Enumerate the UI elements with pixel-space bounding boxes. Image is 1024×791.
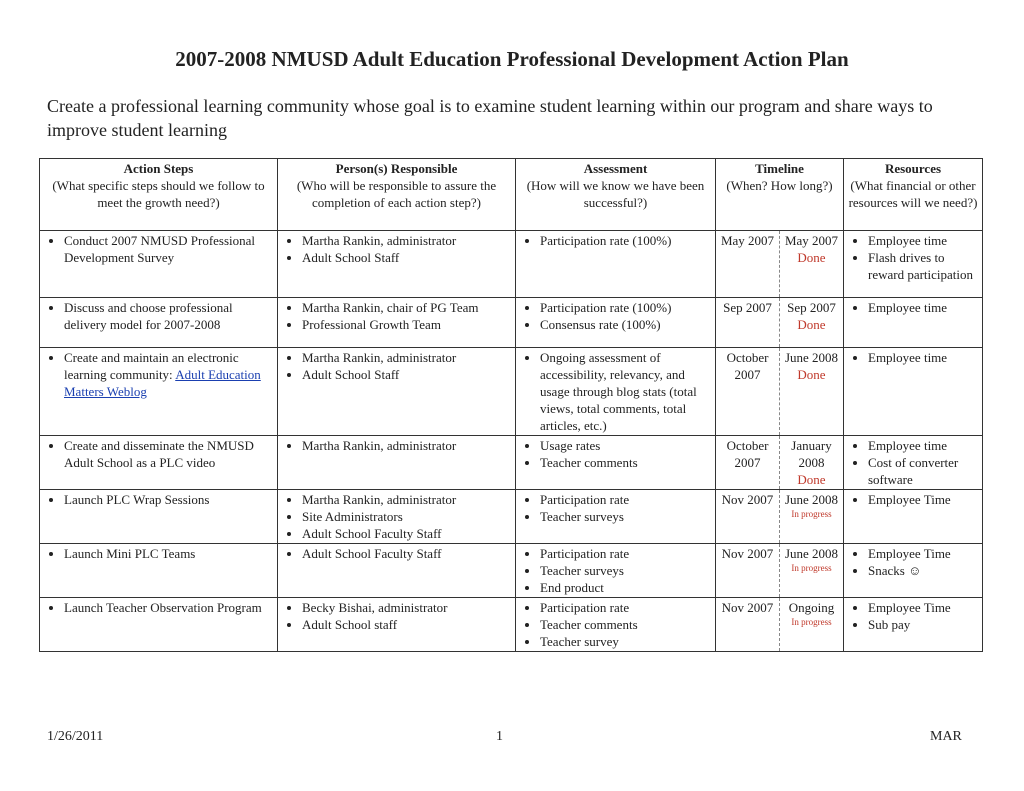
status-label: Done bbox=[797, 367, 826, 382]
action-step-cell bbox=[40, 490, 278, 544]
timeline-start: Nov 2007 bbox=[716, 490, 780, 544]
resource-item: • Employee time bbox=[868, 299, 978, 316]
table-row bbox=[40, 231, 983, 298]
resources-cell bbox=[844, 231, 983, 298]
resource-item: • Employee Time bbox=[868, 545, 978, 562]
action-step: Create and maintain an electronic learning community: bbox=[64, 350, 239, 382]
assessment-list bbox=[520, 232, 711, 249]
resource-item: • Employee time bbox=[868, 232, 978, 249]
person-list bbox=[282, 599, 511, 633]
resource-list bbox=[848, 232, 978, 283]
timeline-end: June 2008 bbox=[784, 492, 839, 507]
action-step: Discuss and choose professional delivery model for 2007-2008 bbox=[64, 300, 233, 332]
assessment-item: • End product bbox=[540, 579, 711, 596]
action-step: Launch Teacher Observation Program bbox=[64, 600, 262, 615]
timeline-end: Sep 2007 bbox=[787, 300, 836, 315]
column-header-label: Action Steps bbox=[123, 161, 194, 176]
timeline-end: June 2008 bbox=[784, 546, 839, 561]
person-item: • Professional Growth Team bbox=[302, 316, 511, 333]
action-step: Launch Mini PLC Teams bbox=[64, 546, 196, 561]
timeline-start: Nov 2007 bbox=[716, 598, 780, 652]
assessment-cell bbox=[516, 298, 716, 348]
assessment-list bbox=[520, 437, 711, 471]
timeline-end-cell bbox=[780, 490, 844, 544]
person-item: • Adult School Staff bbox=[302, 366, 511, 383]
column-header bbox=[516, 159, 716, 231]
column-header bbox=[278, 159, 516, 231]
timeline-end: Ongoing bbox=[788, 600, 835, 615]
resource-item: • Snacks ☺ bbox=[868, 562, 978, 579]
timeline-start: Nov 2007 bbox=[716, 544, 780, 598]
resources-cell bbox=[844, 598, 983, 652]
assessment-item: • Participation rate bbox=[540, 599, 711, 616]
column-header bbox=[716, 159, 844, 231]
assessment-cell bbox=[516, 436, 716, 490]
column-header-description: (What financial or other resources will we need?) bbox=[848, 178, 978, 210]
person-item: • Martha Rankin, administrator bbox=[302, 232, 511, 249]
assessment-item: • Teacher surveys bbox=[540, 508, 711, 525]
person-list bbox=[282, 299, 511, 333]
table-row bbox=[40, 598, 983, 652]
assessment-cell bbox=[516, 598, 716, 652]
column-header-label: Assessment bbox=[583, 161, 648, 176]
person-item: • Adult School Staff bbox=[302, 249, 511, 266]
resource-list bbox=[848, 437, 978, 488]
assessment-cell bbox=[516, 490, 716, 544]
resource-item: • Employee Time bbox=[868, 599, 978, 616]
status-label: Done bbox=[797, 317, 826, 332]
assessment-list bbox=[520, 491, 711, 525]
resource-list bbox=[848, 545, 978, 579]
person-item: • Adult School staff bbox=[302, 616, 511, 633]
status-label: In progress bbox=[791, 563, 832, 573]
timeline-end: June 2008 bbox=[784, 350, 839, 365]
column-header-description: (How will we know we have been successful?) bbox=[526, 178, 705, 210]
resource-list bbox=[848, 599, 978, 633]
person-list bbox=[282, 232, 511, 266]
action-step-cell bbox=[40, 598, 278, 652]
assessment-item: • Teacher comments bbox=[540, 616, 711, 633]
resource-item: • Sub pay bbox=[868, 616, 978, 633]
resources-cell bbox=[844, 436, 983, 490]
table-row bbox=[40, 436, 983, 490]
column-header-label: Resources bbox=[884, 161, 942, 176]
assessment-item: • Participation rate (100%) bbox=[540, 232, 711, 249]
page-title: 2007-2008 NMUSD Adult Education Professional Development Action Plan bbox=[175, 47, 849, 71]
resource-item: • Cost of converter software bbox=[868, 454, 978, 488]
timeline-start: Sep 2007 bbox=[716, 298, 780, 348]
column-header-label: Person(s) Responsible bbox=[335, 161, 458, 176]
persons-cell bbox=[278, 231, 516, 298]
persons-cell bbox=[278, 348, 516, 436]
person-item: • Martha Rankin, administrator bbox=[302, 437, 511, 454]
assessment-item: • Participation rate bbox=[540, 491, 711, 508]
resource-item: • Employee time bbox=[868, 437, 978, 454]
weblog-link[interactable]: Adult Education Matters Weblog bbox=[64, 367, 261, 399]
resource-item: • Employee time bbox=[868, 349, 978, 366]
persons-cell bbox=[278, 436, 516, 490]
action-step: Create and disseminate the NMUSD Adult School as a PLC video bbox=[64, 438, 254, 470]
action-step-cell bbox=[40, 544, 278, 598]
assessment-cell bbox=[516, 544, 716, 598]
assessment-cell bbox=[516, 231, 716, 298]
table-row bbox=[40, 490, 983, 544]
footer-date: 1/26/2011 bbox=[47, 729, 104, 744]
resource-item: • Employee Time bbox=[868, 491, 978, 508]
table-row bbox=[40, 348, 983, 436]
action-plan-table bbox=[39, 158, 983, 652]
action-step-cell bbox=[40, 436, 278, 490]
action-step: Launch PLC Wrap Sessions bbox=[64, 492, 210, 507]
action-step: Conduct 2007 NMUSD Professional Development Survey bbox=[64, 233, 256, 265]
assessment-item: • Teacher surveys bbox=[540, 562, 711, 579]
footer-page-number: 1 bbox=[496, 729, 503, 744]
person-item: • Martha Rankin, chair of PG Team bbox=[302, 299, 511, 316]
person-list bbox=[282, 349, 511, 383]
status-label: In progress bbox=[791, 509, 832, 519]
status-label: Done bbox=[797, 250, 826, 265]
person-item: • Adult School Faculty Staff bbox=[302, 525, 511, 542]
persons-cell bbox=[278, 490, 516, 544]
column-header bbox=[40, 159, 278, 231]
person-item: • Becky Bishai, administrator bbox=[302, 599, 511, 616]
resources-cell bbox=[844, 544, 983, 598]
table-row bbox=[40, 544, 983, 598]
action-step-cell bbox=[40, 231, 278, 298]
table-row bbox=[40, 298, 983, 348]
persons-cell bbox=[278, 298, 516, 348]
assessment-item: • Participation rate (100%) bbox=[540, 299, 711, 316]
assessment-item: • Usage rates bbox=[540, 437, 711, 454]
assessment-list bbox=[520, 299, 711, 333]
timeline-start: October 2007 bbox=[716, 348, 780, 436]
timeline-end-cell bbox=[780, 231, 844, 298]
resource-list bbox=[848, 491, 978, 508]
assessment-list bbox=[520, 599, 711, 650]
column-header bbox=[844, 159, 983, 231]
column-header-description: (When? How long?) bbox=[726, 178, 833, 193]
person-item: • Martha Rankin, administrator bbox=[302, 349, 511, 366]
timeline-start: October 2007 bbox=[716, 436, 780, 490]
person-item: • Martha Rankin, administrator bbox=[302, 491, 511, 508]
status-label: In progress bbox=[791, 617, 832, 627]
person-list bbox=[282, 437, 511, 454]
action-step-cell bbox=[40, 348, 278, 436]
person-list bbox=[282, 545, 511, 562]
goal-statement: Create a professional learning community whose goal is to examine student learning within our program and share ways to improve student learning bbox=[47, 96, 933, 140]
resource-list bbox=[848, 349, 978, 366]
column-header-description: (Who will be responsible to assure the completion of each action step?) bbox=[296, 178, 497, 210]
persons-cell bbox=[278, 544, 516, 598]
timeline-start: May 2007 bbox=[716, 231, 780, 298]
persons-cell bbox=[278, 598, 516, 652]
timeline-end: January 2008 bbox=[791, 438, 832, 470]
timeline-end-cell bbox=[780, 298, 844, 348]
column-header-label: Timeline bbox=[755, 161, 804, 176]
resource-item: • Flash drives to reward participation bbox=[868, 249, 978, 283]
assessment-item: • Teacher comments bbox=[540, 454, 711, 471]
assessment-item: • Teacher survey bbox=[540, 633, 711, 650]
resources-cell bbox=[844, 298, 983, 348]
person-item: • Site Administrators bbox=[302, 508, 511, 525]
status-label: Done bbox=[797, 472, 826, 487]
timeline-end-cell bbox=[780, 544, 844, 598]
resources-cell bbox=[844, 490, 983, 544]
assessment-item: • Participation rate bbox=[540, 545, 711, 562]
resource-list bbox=[848, 299, 978, 316]
column-header-description: (What specific steps should we follow to meet the growth need?) bbox=[52, 178, 265, 210]
timeline-end-cell bbox=[780, 348, 844, 436]
timeline-end: May 2007 bbox=[784, 233, 839, 248]
timeline-end-cell bbox=[780, 598, 844, 652]
person-item: • Adult School Faculty Staff bbox=[302, 545, 511, 562]
assessment-list bbox=[520, 545, 711, 596]
action-step-cell bbox=[40, 298, 278, 348]
assessment-cell bbox=[516, 348, 716, 436]
person-list bbox=[282, 491, 511, 542]
footer-initials: MAR bbox=[930, 729, 962, 744]
resources-cell bbox=[844, 348, 983, 436]
assessment-list bbox=[520, 349, 711, 434]
assessment-item: • Ongoing assessment of accessibility, relevancy, and usage through blog stats (total views, total comments, total articles, etc.) bbox=[540, 349, 711, 434]
timeline-end-cell bbox=[780, 436, 844, 490]
assessment-item: • Consensus rate (100%) bbox=[540, 316, 711, 333]
